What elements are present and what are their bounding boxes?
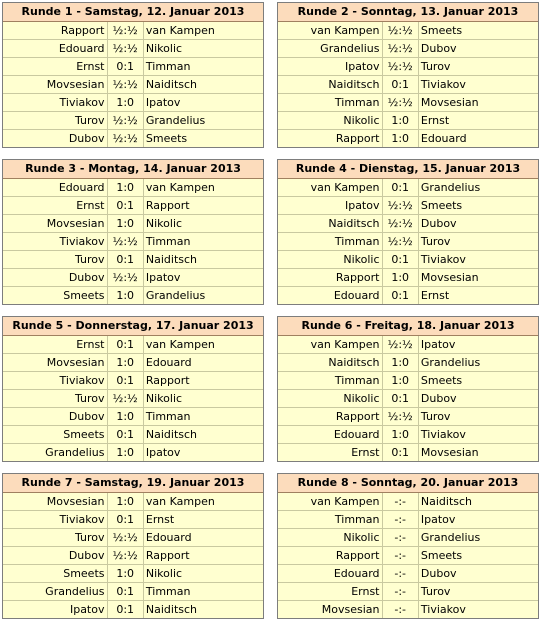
white-player: Ernst [3, 58, 107, 76]
white-player: Movsesian [3, 76, 107, 94]
game-result: -:- [382, 601, 418, 619]
game-result: 1:0 [382, 354, 418, 372]
black-player: Ernst [418, 112, 538, 130]
white-player: Movsesian [3, 354, 107, 372]
white-player: Grandelius [3, 583, 107, 601]
white-player: Edouard [278, 426, 382, 444]
game-row [3, 354, 263, 372]
white-player: Ernst [278, 583, 382, 601]
game-row [278, 215, 538, 233]
black-player: Nikolic [143, 565, 263, 583]
game-result: 0:1 [382, 76, 418, 94]
black-player: Ipatov [143, 94, 263, 112]
game-row [3, 94, 263, 112]
game-result: 1:0 [107, 444, 143, 462]
game-result: 1:0 [382, 426, 418, 444]
game-result: ½:½ [107, 529, 143, 547]
white-player: Tiviakov [3, 372, 107, 390]
game-row [278, 493, 538, 511]
game-row [3, 22, 263, 40]
game-row [278, 197, 538, 215]
black-player: Ernst [143, 511, 263, 529]
game-row [3, 336, 263, 354]
game-result: 1:0 [107, 215, 143, 233]
game-row [3, 601, 263, 619]
game-result: 0:1 [107, 511, 143, 529]
white-player: Smeets [63, 289, 105, 302]
black-player: Timman [143, 583, 263, 601]
game-row [3, 58, 263, 76]
game-row [3, 179, 263, 197]
game-result: ½:½ [107, 112, 143, 130]
game-row [278, 22, 538, 40]
white-player: Movsesian [3, 493, 107, 511]
black-player: van Kampen [143, 493, 263, 511]
game-row [3, 493, 263, 511]
white-player: Grandelius [278, 40, 382, 58]
white-player: Smeets [3, 565, 107, 583]
round-title: Runde 3 - Montag, 14. Januar 2013 [3, 160, 263, 179]
game-row [278, 336, 538, 354]
black-player: Dubov [418, 40, 538, 58]
pairings-table [278, 493, 538, 618]
game-row [3, 197, 263, 215]
game-result: ½:½ [382, 40, 418, 58]
game-result: ½:½ [107, 22, 143, 40]
white-player: van Kampen [278, 22, 382, 40]
black-player: Dubov [418, 565, 538, 583]
game-result: -:- [382, 547, 418, 565]
game-row [278, 40, 538, 58]
round-title: Runde 8 - Sonntag, 20. Januar 2013 [278, 474, 538, 493]
round-box [277, 473, 539, 619]
game-row [278, 251, 538, 269]
game-row [278, 179, 538, 197]
black-player: Timman [143, 408, 263, 426]
white-player: Rapport [278, 269, 382, 287]
game-row [278, 112, 538, 130]
game-result: 1:0 [382, 112, 418, 130]
game-row [3, 565, 263, 583]
game-result: 0:1 [107, 583, 143, 601]
black-player: Nikolic [143, 215, 263, 233]
white-player: Tiviakov [3, 233, 107, 251]
game-result: 0:1 [382, 287, 418, 305]
black-player: Grandelius [143, 112, 263, 130]
black-player: Movsesian [418, 269, 538, 287]
white-player: Movsesian [3, 215, 107, 233]
black-player: Edouard [420, 132, 467, 145]
black-player: Rapport [143, 547, 263, 565]
game-result: ½:½ [107, 76, 143, 94]
white-player: Timman [278, 233, 382, 251]
game-row [3, 76, 263, 94]
game-result: 1:0 [107, 354, 143, 372]
white-player: Grandelius [45, 446, 105, 459]
white-player: Turov [3, 529, 107, 547]
white-player: van Kampen [278, 493, 382, 511]
game-row [278, 444, 538, 462]
game-result: 0:1 [382, 390, 418, 408]
game-result: ½:½ [107, 269, 143, 287]
black-player: Smeets [418, 372, 538, 390]
game-result: ½:½ [107, 233, 143, 251]
white-player: van Kampen [278, 336, 382, 354]
pairings-table [3, 336, 263, 461]
black-player: Turov [418, 408, 538, 426]
black-player: Ernst [420, 289, 450, 302]
white-player: Ernst [3, 336, 107, 354]
white-player: Naiditsch [278, 76, 382, 94]
white-player: Ernst [3, 197, 107, 215]
white-player: Timman [278, 511, 382, 529]
game-result: 1:0 [107, 565, 143, 583]
white-player: Rapport [335, 132, 380, 145]
round-box [277, 159, 539, 305]
round-box [2, 159, 264, 305]
game-result: -:- [382, 583, 418, 601]
game-row [3, 269, 263, 287]
game-result: ½:½ [107, 40, 143, 58]
game-row [3, 40, 263, 58]
black-player: Grandelius [418, 179, 538, 197]
white-player: Dubov [3, 269, 107, 287]
black-player: van Kampen [143, 22, 263, 40]
game-result: ½:½ [382, 336, 418, 354]
white-player: Nikolic [278, 112, 382, 130]
game-result: -:- [382, 529, 418, 547]
white-player: Nikolic [278, 251, 382, 269]
white-player: Rapport [278, 547, 382, 565]
game-result: ½:½ [382, 94, 418, 112]
black-player: Ipatov [418, 336, 538, 354]
black-player: Ipatov [143, 269, 263, 287]
game-result: ½:½ [382, 58, 418, 76]
game-row [3, 372, 263, 390]
black-player: Rapport [143, 197, 263, 215]
game-row [3, 547, 263, 565]
white-player: Tiviakov [3, 94, 107, 112]
game-result: 0:1 [107, 251, 143, 269]
black-player: Dubov [418, 215, 538, 233]
round-title: Runde 1 - Samstag, 12. Januar 2013 [3, 3, 263, 22]
black-player: Grandelius [418, 354, 538, 372]
round-title: Runde 5 - Donnerstag, 17. Januar 2013 [3, 317, 263, 336]
white-player: Dubov [68, 132, 105, 145]
black-player: Naiditsch [143, 426, 263, 444]
round-box [277, 316, 539, 462]
game-row [3, 511, 263, 529]
black-player: Naiditsch [143, 251, 263, 269]
black-player: Tiviakov [418, 426, 538, 444]
game-row [278, 390, 538, 408]
black-player: Nikolic [143, 40, 263, 58]
game-row [3, 130, 263, 148]
game-row [278, 372, 538, 390]
round-box [2, 2, 264, 148]
game-result: 1:0 [382, 130, 418, 148]
pairings-table [3, 22, 263, 147]
game-row [278, 130, 538, 148]
game-result: 1:0 [107, 94, 143, 112]
game-result: 0:1 [382, 251, 418, 269]
game-row [278, 269, 538, 287]
game-row [278, 565, 538, 583]
black-player: Naiditsch [143, 76, 263, 94]
game-row [278, 233, 538, 251]
white-player: Naiditsch [278, 354, 382, 372]
game-row [278, 94, 538, 112]
round-box [2, 473, 264, 619]
white-player: Edouard [278, 565, 382, 583]
game-result: -:- [382, 511, 418, 529]
white-player: Tiviakov [3, 511, 107, 529]
pairings-table [278, 336, 538, 461]
game-row [3, 583, 263, 601]
white-player: Dubov [3, 547, 107, 565]
game-result: 0:1 [107, 372, 143, 390]
game-row [3, 215, 263, 233]
game-row [278, 287, 538, 305]
black-player: Turov [418, 583, 538, 601]
game-row [278, 354, 538, 372]
white-player: Smeets [3, 426, 107, 444]
game-row [3, 426, 263, 444]
black-player: Ipatov [145, 446, 181, 459]
game-row [3, 287, 263, 305]
game-result: ½:½ [107, 390, 143, 408]
white-player: Movsesian [321, 603, 380, 616]
game-row [278, 58, 538, 76]
black-player: Naiditsch [418, 493, 538, 511]
white-player: Rapport [3, 22, 107, 40]
round-title: Runde 2 - Sonntag, 13. Januar 2013 [278, 3, 538, 22]
game-result: -:- [382, 493, 418, 511]
white-player: Nikolic [278, 529, 382, 547]
game-row [3, 112, 263, 130]
black-player: Tiviakov [418, 76, 538, 94]
white-player: Timman [278, 372, 382, 390]
white-player: Ipatov [278, 197, 382, 215]
black-player: Turov [418, 58, 538, 76]
white-player: Turov [3, 251, 107, 269]
black-player: Grandelius [418, 529, 538, 547]
game-result: 1:0 [107, 493, 143, 511]
game-row [278, 547, 538, 565]
black-player: Movsesian [418, 94, 538, 112]
white-player: Nikolic [278, 390, 382, 408]
game-row [278, 529, 538, 547]
game-result: 1:0 [382, 372, 418, 390]
round-box [277, 2, 539, 148]
pairings-table [278, 22, 538, 147]
black-player: Timman [143, 233, 263, 251]
round-title: Runde 4 - Dienstag, 15. Januar 2013 [278, 160, 538, 179]
game-row [3, 408, 263, 426]
black-player: Movsesian [420, 446, 479, 459]
game-row [278, 426, 538, 444]
game-row [278, 601, 538, 619]
black-player: Edouard [143, 529, 263, 547]
white-player: Turov [3, 390, 107, 408]
game-row [3, 251, 263, 269]
black-player: Smeets [145, 132, 188, 145]
game-result: 0:1 [107, 197, 143, 215]
black-player: Nikolic [143, 390, 263, 408]
white-player: Turov [3, 112, 107, 130]
black-player: Tiviakov [418, 251, 538, 269]
game-result: 1:0 [107, 179, 143, 197]
pairings-table [3, 179, 263, 304]
round-title: Runde 7 - Samstag, 19. Januar 2013 [3, 474, 263, 493]
black-player: van Kampen [143, 336, 263, 354]
game-result: 0:1 [107, 601, 143, 619]
game-row [3, 529, 263, 547]
pairings-table [278, 179, 538, 304]
white-player: Rapport [278, 408, 382, 426]
game-result: ½:½ [382, 22, 418, 40]
white-player: Timman [278, 94, 382, 112]
game-result: 0:1 [382, 444, 418, 462]
black-player: Naiditsch [145, 603, 198, 616]
game-result: 0:1 [382, 179, 418, 197]
game-row [278, 76, 538, 94]
game-result: ½:½ [382, 215, 418, 233]
white-player: Ipatov [278, 58, 382, 76]
white-player: Ernst [351, 446, 380, 459]
game-result: ½:½ [382, 233, 418, 251]
white-player: Edouard [3, 40, 107, 58]
round-box [2, 316, 264, 462]
game-row [3, 233, 263, 251]
game-result: ½:½ [382, 408, 418, 426]
game-result: 0:1 [107, 426, 143, 444]
black-player: Dubov [418, 390, 538, 408]
black-player: van Kampen [143, 179, 263, 197]
white-player: van Kampen [278, 179, 382, 197]
black-player: Smeets [418, 197, 538, 215]
game-result: ½:½ [107, 130, 143, 148]
black-player: Ipatov [418, 511, 538, 529]
game-row [278, 408, 538, 426]
black-player: Smeets [418, 547, 538, 565]
white-player: Naiditsch [278, 215, 382, 233]
black-player: Rapport [143, 372, 263, 390]
game-row [278, 511, 538, 529]
white-player: Dubov [3, 408, 107, 426]
white-player: Ipatov [69, 603, 105, 616]
game-result: ½:½ [382, 197, 418, 215]
game-result: 1:0 [107, 408, 143, 426]
black-player: Grandelius [145, 289, 206, 302]
black-player: Turov [418, 233, 538, 251]
game-result: 1:0 [107, 287, 143, 305]
black-player: Smeets [418, 22, 538, 40]
white-player: Edouard [3, 179, 107, 197]
game-row [278, 583, 538, 601]
black-player: Tiviakov [420, 603, 466, 616]
game-result: ½:½ [107, 547, 143, 565]
game-row [3, 390, 263, 408]
game-row [3, 444, 263, 462]
pairings-table [3, 493, 263, 618]
game-result: 0:1 [107, 336, 143, 354]
black-player: Timman [143, 58, 263, 76]
game-result: 0:1 [107, 58, 143, 76]
white-player: Edouard [333, 289, 380, 302]
black-player: Edouard [143, 354, 263, 372]
round-title: Runde 6 - Freitag, 18. Januar 2013 [278, 317, 538, 336]
game-result: -:- [382, 565, 418, 583]
game-result: 1:0 [382, 269, 418, 287]
